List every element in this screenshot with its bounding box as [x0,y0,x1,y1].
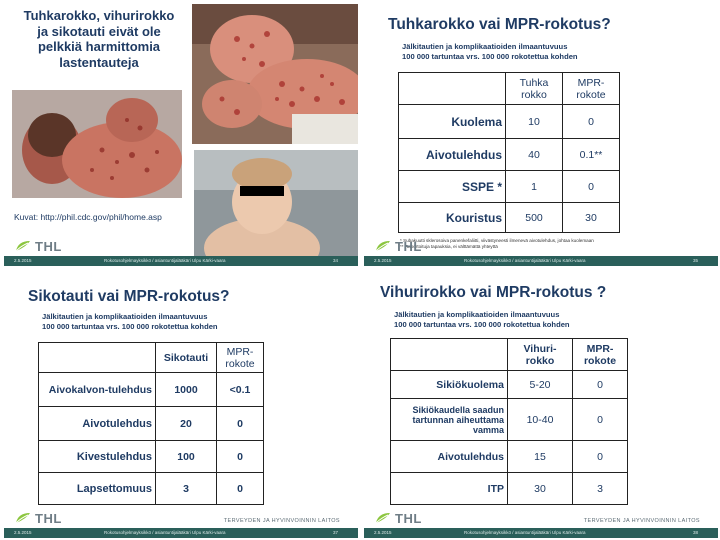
cell-vaccine: 0 [217,407,264,441]
photo-child-with-mumps [194,150,358,256]
subtitle-line: 100 000 tartuntaa vrs. 100 000 rokotettua kohden [402,52,578,61]
thl-logo [374,510,422,526]
table-header-row [391,339,628,371]
table-footnotes [400,238,700,250]
thl-leaf-icon [14,239,32,253]
footer-org: Rokotusohjelmayksikkö / asiantuntijalääkäri Ulpu Kärki-vaara [104,530,226,535]
footer-org: Rokotusohjelmayksikkö / asiantuntijalääkäri Ulpu Kärki-vaara [464,530,586,535]
subtitle-line: 100 000 tartuntaa vrs. 100 000 rokotettua kohden [394,320,570,329]
child-photo-image [12,90,182,198]
row-label: ITP [391,473,508,505]
thl-logo-text: THL [395,238,422,254]
cell-disease: 500 [506,203,563,233]
table-row [399,203,620,233]
cell-disease: 1000 [156,373,217,407]
row-label: Aivotulehdus [391,441,508,473]
cell-disease: 100 [156,441,217,473]
row-label: Aivokalvon-tulehdus [39,373,156,407]
cell-vaccine: 0 [217,473,264,505]
table-row [39,441,264,473]
header-cell [391,339,508,371]
cell-vaccine: 0.1** [563,139,620,171]
slide-subtitle [394,310,570,330]
row-label: Lapsettomuus [39,473,156,505]
title-line: lastentauteja [59,54,139,70]
mumps-photo-image [194,150,358,256]
row-label: Aivotulehdus [399,139,506,171]
cell-vaccine: <0.1 [217,373,264,407]
table-row [399,105,620,139]
header-cell [399,73,506,105]
table-header-row [39,343,264,373]
complications-table [398,72,620,233]
complications-table [38,342,264,505]
subtitle-line: 100 000 tartuntaa vrs. 100 000 rokotettua kohden [42,322,218,331]
cell-disease: 3 [156,473,217,505]
title-line: pelkkiä harmittomia [37,39,161,54]
slide-title: Tuhkarokko vai MPR-rokotus? [388,16,611,33]
table-row [391,371,628,399]
slide-measles-photos [4,4,358,266]
cell-disease: 10 [506,105,563,139]
cell-vaccine: 0 [573,399,628,441]
header-cell: Sikotauti [156,343,217,373]
cell-disease: 10-40 [508,399,573,441]
thl-logo-text: THL [35,510,62,526]
table-header-row [399,73,620,105]
subtitle-line: Jälkitautien ja komplikaatioiden ilmaantuvuus [394,310,560,319]
photo-credit: Kuvat: http://phil.cdc.gov/phil/home.asp [14,212,162,222]
page-number: 34 [332,258,338,263]
header-cell: Tuhka rokko [506,73,563,105]
header-cell: Vihuri-rokko [508,339,573,371]
cell-vaccine: 0 [573,441,628,473]
slide-title [14,8,184,70]
thl-leaf-icon [374,511,392,525]
cell-vaccine: 30 [563,203,620,233]
table-row [399,139,620,171]
cell-disease: 15 [508,441,573,473]
thl-logo [374,238,422,254]
infant-photo-image [192,4,358,144]
slide-rubella-vs-mmr [364,276,718,538]
slide-footer [4,256,358,266]
title-line: ja sikotauti eivät ole [37,23,161,39]
cell-disease: 40 [506,139,563,171]
row-label: Kivestulehdus [39,441,156,473]
slide-measles-vs-mmr [364,4,718,266]
cell-vaccine: 0 [217,441,264,473]
slide-footer [364,256,718,266]
footnote: * Subakuutti sklerosoiva panenkefaliitti, viivästyneesti ilmenevä aivotulehdus, johtaa kuolemaan [400,238,594,243]
cell-vaccine: 0 [563,171,620,203]
row-label: Sikiökuolema [391,371,508,399]
footer-org: Rokotusohjelmayksikkö / asiantuntijalääkäri Ulpu Kärki-vaara [464,258,586,263]
page-number: 35 [692,258,698,263]
footer-date: 2.5.2015 [14,258,32,263]
slide-mumps-vs-mmr [4,276,358,538]
table-row [39,473,264,505]
thl-logo [14,510,62,526]
header-cell: MPR-rokote [563,73,620,105]
table-row [391,473,628,505]
table-row [39,407,264,441]
complications-table [390,338,628,505]
page-number: 37 [332,530,338,535]
footer-org: Rokotusohjelmayksikkö / asiantuntijalääkäri Ulpu Kärki-vaara [104,258,226,263]
footnote: ** Raportoituja tapauksia, ei välttämättä yhteyttä [400,244,498,249]
subtitle-line: Jälkitautien ja komplikaatioiden ilmaantuvuus [402,42,568,51]
row-label: Kouristus [399,203,506,233]
thl-full-name: TERVEYDEN JA HYVINVOINNIN LAITOS [223,518,340,524]
thl-logo [14,238,62,254]
cell-disease: 1 [506,171,563,203]
photo-child-with-rubella-rash [12,90,182,198]
thl-logo-text: THL [395,510,422,526]
slide-title: Sikotauti vai MPR-rokotus? [28,288,230,305]
thl-logo-text: THL [35,238,62,254]
page-number: 38 [692,530,698,535]
header-cell: MPR-rokote [217,343,264,373]
thl-leaf-icon [374,239,392,253]
cell-disease: 20 [156,407,217,441]
slide-footer [364,528,718,538]
thl-leaf-icon [14,511,32,525]
slide-footer [4,528,358,538]
cell-vaccine: 3 [573,473,628,505]
row-label: SSPE * [399,171,506,203]
row-label: Kuolema [399,105,506,139]
row-label: Sikiökaudella saadun tartunnan aiheuttama vamma [391,399,508,441]
footer-date: 2.5.2015 [374,530,392,535]
table-row [399,171,620,203]
footer-date: 2.5.2015 [374,258,392,263]
slide-subtitle [402,42,578,62]
photo-infant-with-measles [192,4,358,144]
title-line: Tuhkarokko, vihurirokko [23,8,175,23]
row-label: Aivotulehdus [39,407,156,441]
slide-subtitle [42,312,218,332]
subtitle-line: Jälkitautien ja komplikaatioiden ilmaantuvuus [42,312,208,321]
table-row [391,399,628,441]
cell-disease: 30 [508,473,573,505]
header-cell [39,343,156,373]
slide-title: Vihurirokko vai MPR-rokotus ? [380,284,607,301]
header-cell: MPR-rokote [573,339,628,371]
footer-date: 2.5.2015 [14,530,32,535]
cell-vaccine: 0 [563,105,620,139]
thl-full-name: TERVEYDEN JA HYVINVOINNIN LAITOS [583,518,700,524]
cell-disease: 5-20 [508,371,573,399]
table-row [39,373,264,407]
cell-vaccine: 0 [573,371,628,399]
table-row [391,441,628,473]
